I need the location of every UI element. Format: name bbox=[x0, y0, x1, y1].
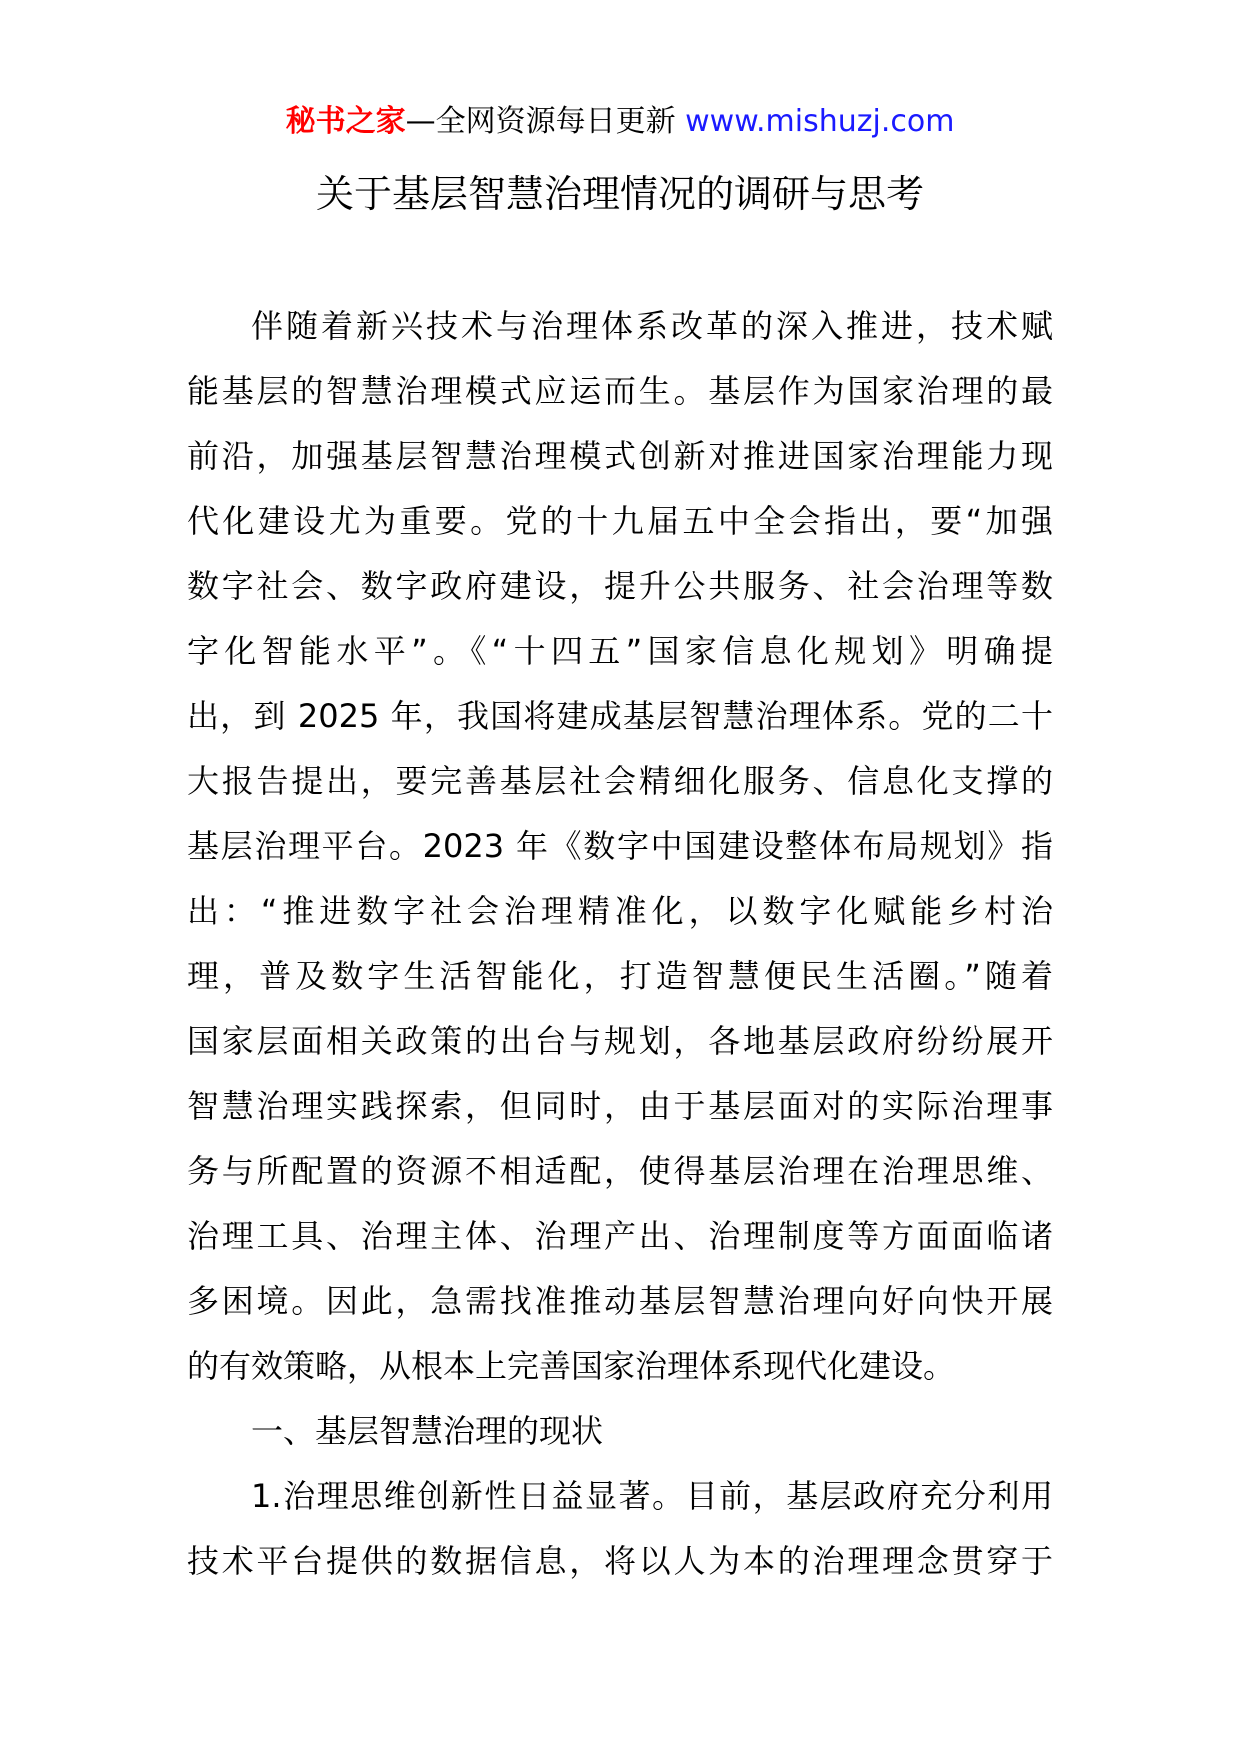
site-url-link[interactable]: www.mishuzj.com bbox=[685, 104, 955, 139]
paragraph-line: 字化智能水平”。《“十四五”国家信息化规划》明确提 bbox=[187, 632, 1053, 670]
document-body bbox=[187, 294, 1053, 1594]
paragraph-line: 数字社会、数字政府建设，提升公共服务、社会治理等数 bbox=[187, 567, 1053, 605]
paragraph-line: 治理工具、治理主体、治理产出、治理制度等方面面临诸 bbox=[187, 1217, 1053, 1255]
paragraph-line: 多困境。因此，急需找准推动基层智慧治理向好向快开展 bbox=[187, 1282, 1053, 1320]
paragraph-line: 技术平台提供的数据信息，将以人为本的治理理念贯穿于 bbox=[187, 1542, 1053, 1580]
paragraph-line: 理，普及数字生活智能化，打造智慧便民生活圈。”随着 bbox=[187, 957, 1053, 995]
paragraph-line: 国家层面相关政策的出台与规划，各地基层政府纷纷展开 bbox=[187, 1022, 1053, 1060]
paragraph-line: 1.治理思维创新性日益显著。目前，基层政府充分利用 bbox=[251, 1477, 1053, 1515]
paragraph-line: 代化建设尤为重要。党的十九届五中全会指出，要“加强 bbox=[187, 502, 1053, 540]
paragraph-line: 务与所配置的资源不相适配，使得基层治理在治理思维、 bbox=[187, 1152, 1053, 1190]
paragraph-line: 出，到 2025 年，我国将建成基层智慧治理体系。党的二十 bbox=[187, 697, 1053, 735]
site-brand: 秘书之家 bbox=[285, 104, 406, 139]
paragraph-line: 大报告提出，要完善基层社会精细化服务、信息化支撑的 bbox=[187, 762, 1053, 800]
paragraph-line: 出：“推进数字社会治理精准化，以数字化赋能乡村治 bbox=[187, 892, 1053, 930]
paragraph-line: 的有效策略，从根本上完善国家治理体系现代化建设。 bbox=[187, 1347, 956, 1385]
document-title: 关于基层智慧治理情况的调研与思考 bbox=[315, 172, 924, 216]
site-tagline: —全网资源每日更新 bbox=[405, 104, 686, 139]
paragraph-line: 伴随着新兴技术与治理体系改革的深入推进，技术赋 bbox=[251, 307, 1053, 345]
paragraph-line: 前沿，加强基层智慧治理模式创新对推进国家治理能力现 bbox=[187, 437, 1053, 475]
site-header bbox=[0, 100, 1240, 144]
paragraph-line: 基层治理平台。2023 年《数字中国建设整体布局规划》指 bbox=[187, 827, 1053, 865]
section-heading: 一、基层智慧治理的现状 bbox=[251, 1412, 604, 1450]
paragraph-line: 智慧治理实践探索，但同时，由于基层面对的实际治理事 bbox=[187, 1087, 1053, 1125]
paragraph-line: 能基层的智慧治理模式应运而生。基层作为国家治理的最 bbox=[187, 372, 1053, 410]
